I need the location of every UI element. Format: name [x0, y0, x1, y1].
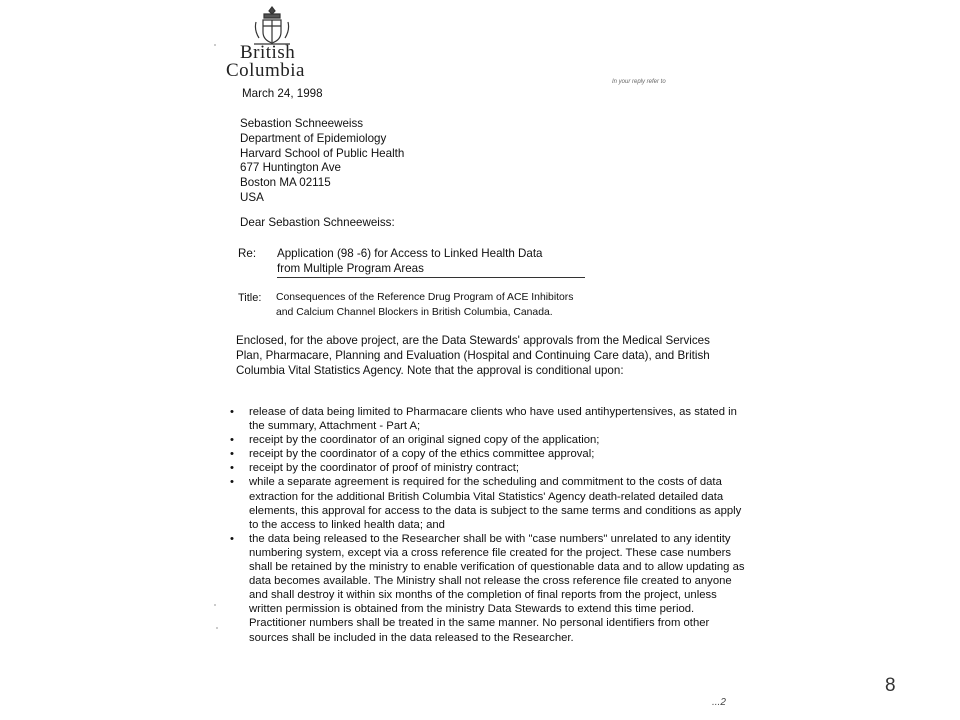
- recipient-address: [240, 117, 404, 206]
- continuation-marker: ...2: [712, 697, 726, 708]
- slide-page-number: 8: [885, 675, 896, 696]
- british-columbia-logo: [226, 44, 305, 80]
- re-subject: [277, 247, 585, 278]
- title-label: Title:: [238, 292, 262, 304]
- condition-text: receipt by the coordinator of a copy of the ethics committee approval;: [249, 448, 595, 461]
- title-line2: and Calcium Channel Blockers in British Columbia, Canada.: [276, 306, 553, 318]
- condition-item: [230, 433, 750, 447]
- title-line1: Consequences of the Reference Drug Program of ACE Inhibitors: [276, 292, 574, 303]
- logo-line1: British: [240, 42, 296, 63]
- condition-text: release of data being limited to Pharmacare clients who have used antihypertensives, as stated in the summary, Attachment - Part A;: [249, 406, 737, 433]
- address-line: Department of Epidemiology: [240, 131, 387, 145]
- letter-date: March 24, 1998: [242, 87, 323, 100]
- reply-reference-note: In your reply refer to: [612, 79, 666, 85]
- address-line: Boston MA 02115: [240, 176, 331, 190]
- bullet-icon: •: [230, 532, 234, 545]
- address-line: 677 Huntington Ave: [240, 161, 341, 175]
- project-title: [276, 291, 573, 320]
- re-line1: Application (98 -6) for Access to Linked Health Data: [277, 247, 543, 260]
- condition-text: receipt by the coordinator of an original signed copy of the application;: [249, 434, 600, 447]
- bullet-icon: •: [230, 462, 234, 475]
- address-line: Sebastion Schneeweiss: [240, 117, 364, 130]
- conditions-list: [230, 405, 750, 645]
- condition-item: [230, 447, 750, 461]
- logo-line2: Columbia: [226, 60, 305, 81]
- bullet-icon: •: [230, 448, 234, 461]
- condition-item: [230, 461, 750, 475]
- condition-text: receipt by the coordinator of proof of ministry contract;: [249, 462, 519, 475]
- bullet-icon: •: [230, 406, 234, 418]
- scan-speck: [216, 627, 218, 629]
- condition-text: the data being released to the Researcher shall be with "case numbers" unrelated to any identity numbering system, except via a cross reference file created for the project. These case numbers shall be retained by the ministry to enable verification of questionable data and to allow updating as data becomes available. The Ministry shall not release the cross reference file created to anyone and shall destroy it within six months of the completion of final reports from the project, unless written permission is obtained from the ministry Data Stewards to extend this time period. Practitioner numbers shall be treated in the same manner. No personal identifiers from other sources shall be included in the data released to the Researcher.: [249, 532, 745, 644]
- address-line: USA: [240, 190, 264, 204]
- bullet-icon: •: [230, 434, 234, 447]
- re-line2: from Multiple Program Areas: [277, 262, 585, 278]
- address-line: Harvard School of Public Health: [240, 146, 405, 160]
- condition-item: [230, 405, 750, 433]
- scan-speck: [214, 604, 216, 606]
- body-paragraph: Enclosed, for the above project, are the Data Stewards' approvals from the Medical Services Plan, Pharmacare, Planning and Evaluation (Hospital and Continuing Care data), and British Columbia Vital Statistics Agency. Note that the approval is conditional upon:: [236, 334, 710, 377]
- bullet-icon: •: [230, 476, 234, 489]
- scan-speck: [214, 44, 216, 46]
- salutation: Dear Sebastion Schneeweiss:: [240, 216, 395, 229]
- condition-text: while a separate agreement is required for the scheduling and commitment to the costs of data extraction for the additional British Columbia Vital Statistics' Agency death-related detailed data elements, this approval for access to the data is subject to the same terms and conditions as apply to the access to linked health data; and: [249, 476, 742, 531]
- re-label: Re:: [238, 247, 257, 260]
- condition-item: [230, 475, 750, 531]
- condition-item: [230, 532, 750, 645]
